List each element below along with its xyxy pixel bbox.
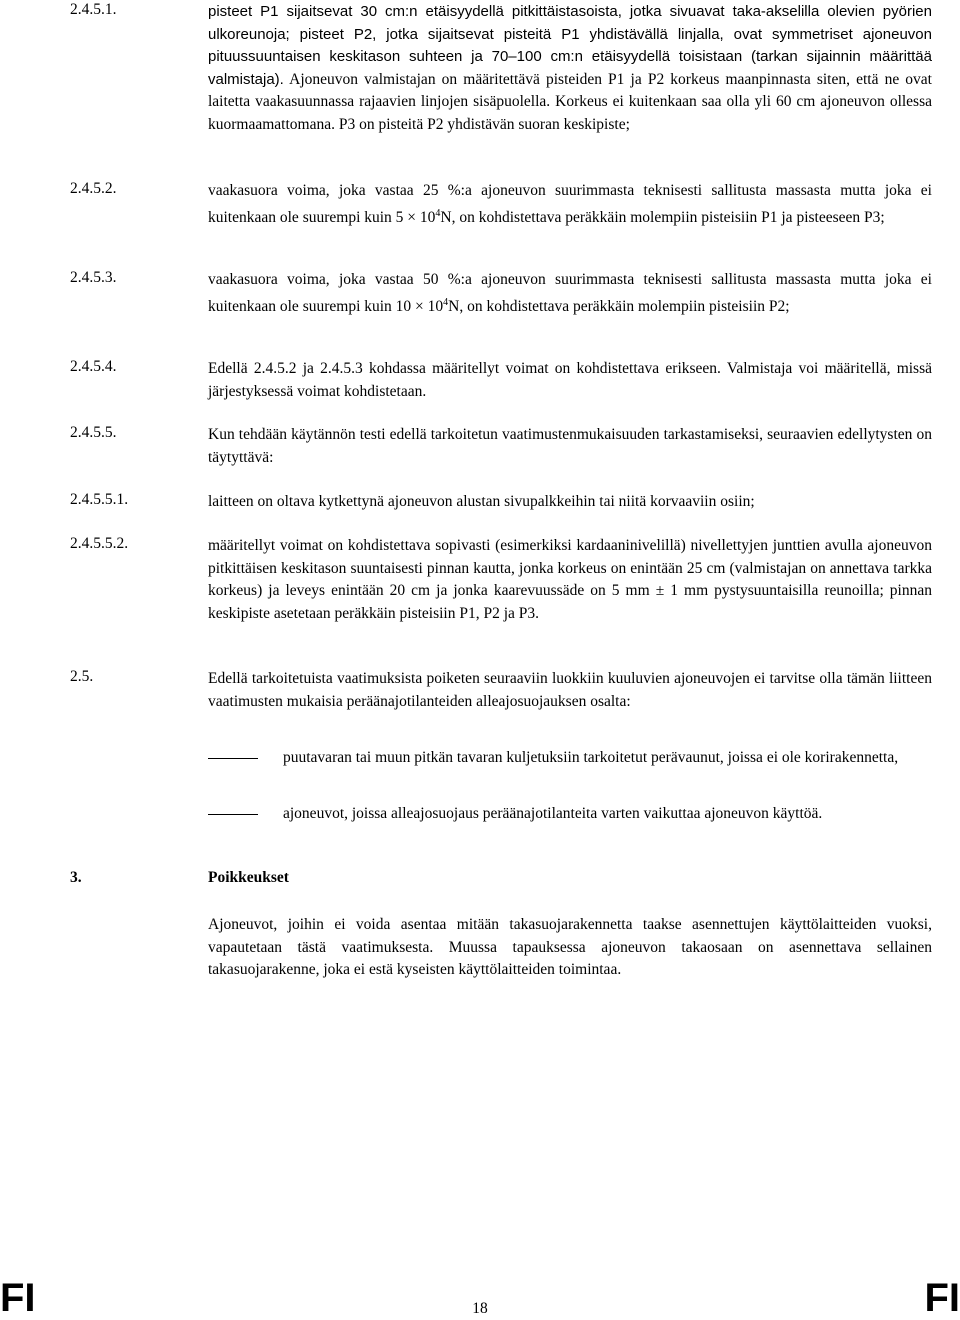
item-text: Ajoneuvon valmistajan on määritettävä pisteiden P1 ja P2 korkeus maanpinnasta siten, että ne ovat laitetta vaakasuunnassa rajaavien linjojen sisäpuolella. Korkeus ei kuitenkaan saa olla yli 60 cm ajoneuvon ollessa kuormaamattomana. P3 on pisteitä P2 yhdistävän suoran keskipiste; xyxy=(208,70,932,133)
section-3-body xyxy=(70,914,932,982)
dash-marker xyxy=(208,814,258,815)
item-number: 2.5. xyxy=(70,668,94,685)
dash-item-text: puutavaran tai muun pitkän tavaran kuljetuksiin tarkoitetut perävaunut, joissa ei ole korirakennetta, xyxy=(283,749,899,766)
item-text: Edellä 2.4.5.2 ja 2.4.5.3 kohdassa määritellyt voimat on kohdistettava erikseen. Valmistaja voi määritellä, missä järjestyksessä voimat kohdistetaan. xyxy=(208,360,932,400)
item-number: 2.4.5.1. xyxy=(70,1,117,18)
paragraph-2-4-5-2 xyxy=(70,180,932,229)
item-number: 2.4.5.5.2. xyxy=(70,535,129,552)
item-text: määritellyt voimat on kohdistettava sopivasti (esimerkiksi kardaaninivelillä) nivellettyjen junttien avulla ajoneuvon pitkittäisen keskitason suuntaisesti pinnan kautta, jonka korkeus on enintään 25 cm (valmistajan on annettava tarkka korkeus) ja leveys enintään 20 cm ja jonka kaarevuussäde on 5 mm ± 1 mm pystysuuntaisilla reunoilla; pinnan keskipiste asetetaan peräkkäin pisteisiin P1, P2 ja P3. xyxy=(208,537,932,622)
dash-list-item xyxy=(208,803,932,826)
item-text: Kun tehdään käytännön testi edellä tarkoitetun vaatimustenmukaisuuden tarkastamiseksi, seuraavien edellytysten on täytyttävä: xyxy=(208,426,932,466)
item-text-sans: pisteet P1 sijaitsevat 30 cm:n etäisyydellä pitkittäistasoista, jotka sivuavat taka-akselilla olevien pyörien ulkoreunoja; pisteet P2, jotka sijaitsevat pisteitä P1 yhdistävällä linjalla, ovat symmetriset ajoneuvon pituussuuntaisen keskitason suhteen ja 70–100 cm:n etäisyydellä toisistaan (tarkan sijainnin määrittää valmistaja). xyxy=(208,3,932,88)
item-text: vaakasuora voima, joka vastaa 50 %:a ajoneuvon suurimmasta teknisesti sallitusta massasta mutta joka ei kuitenkaan ole suurempi kuin 10 × 10 xyxy=(208,271,932,315)
section-title: Poikkeukset xyxy=(208,869,289,886)
item-number: 2.4.5.2. xyxy=(70,180,117,197)
section-text: Ajoneuvot, joihin ei voida asentaa mitään takasuojarakennetta taakse asennettujen käyttölaitteiden vuoksi, vapautetaan tästä vaatimuksesta. Muussa tapauksessa ajoneuvon takaosaan on asennettava sellainen takasuojarakenne, joka ei estä kyseisten käyttölaitteiden toimintaa. xyxy=(208,916,932,978)
footer-right-mark: FI xyxy=(924,1276,960,1320)
item-text-end: N, on kohdistettava peräkkäin molempiin pisteisiin P2; xyxy=(448,297,790,315)
item-number: 2.4.5.5. xyxy=(70,424,117,441)
exponent: 4 xyxy=(443,296,449,308)
paragraph-2-4-5-5-1 xyxy=(70,491,932,514)
paragraph-2-4-5-5-2 xyxy=(70,535,932,625)
item-number: 2.4.5.4. xyxy=(70,358,117,375)
paragraph-2-5 xyxy=(70,668,932,713)
section-number: 3. xyxy=(70,869,82,886)
paragraph-2-4-5-4 xyxy=(70,358,932,403)
paragraph-2-4-5-3 xyxy=(70,269,932,318)
dash-marker xyxy=(208,758,258,759)
paragraph-2-4-5-5 xyxy=(70,424,932,469)
dash-item-text: ajoneuvot, joissa alleajosuojaus peräänajotilanteita varten vaikuttaa ajoneuvon käyttöä. xyxy=(283,805,823,822)
exponent: 4 xyxy=(435,207,441,219)
footer-left-mark: FI xyxy=(0,1276,36,1320)
item-text-end: N, on kohdistettava peräkkäin molempiin pisteisiin P1 ja pisteeseen P3; xyxy=(440,208,885,226)
item-text: laitteen on oltava kytkettynä ajoneuvon alustan sivupalkkeihin tai niitä korvaaviin osiin; xyxy=(208,493,755,510)
item-text: vaakasuora voima, joka vastaa 25 %:a ajoneuvon suurimmasta teknisesti sallitusta massasta mutta joka ei kuitenkaan ole suurempi kuin 5 × 10 xyxy=(208,182,932,226)
page-number: 18 xyxy=(472,1300,488,1317)
item-number: 2.4.5.3. xyxy=(70,269,117,286)
dash-list-item xyxy=(208,747,932,770)
item-text: Edellä tarkoitetuista vaatimuksista poiketen seuraaviin luokkiin kuuluvien ajoneuvojen ei tarvitse olla tämän liitteen vaatimusten mukaisia peräänajotilanteiden alleajosuojauksen osalta: xyxy=(208,670,932,710)
paragraph-2-4-5-1 xyxy=(70,1,932,136)
item-number: 2.4.5.5.1. xyxy=(70,491,129,508)
